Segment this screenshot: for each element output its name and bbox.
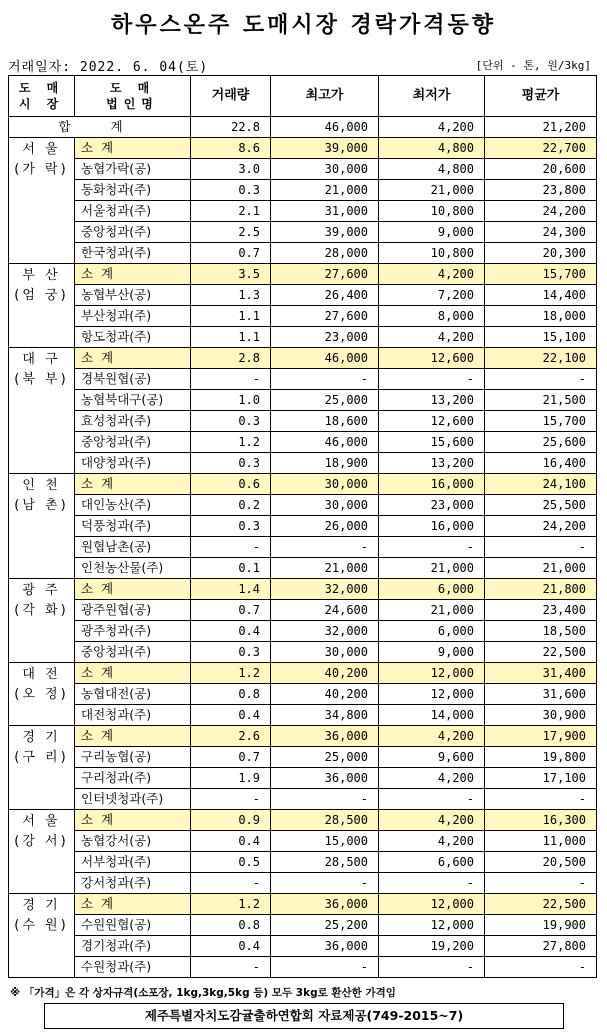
avg-price-cell: 15,700 xyxy=(485,411,597,432)
avg-price-cell: 21,800 xyxy=(485,579,597,600)
table-row xyxy=(9,621,597,642)
min-price-cell: 13,200 xyxy=(379,453,485,474)
corporation-name: 중앙청과(주) xyxy=(75,432,191,453)
page-title: 하우스온주 도매시장 경락가격동향 xyxy=(110,13,497,38)
min-price-cell: 4,800 xyxy=(379,159,485,180)
subtotal-row xyxy=(9,474,597,495)
min-price-cell: - xyxy=(379,789,485,810)
table-row xyxy=(9,747,597,768)
avg-price-cell: 22,100 xyxy=(485,348,597,369)
subtotal-row xyxy=(9,894,597,915)
avg-price-cell: 16,400 xyxy=(485,453,597,474)
total-max: 46,000 xyxy=(271,117,379,138)
min-price-cell: 14,000 xyxy=(379,705,485,726)
market-region: 경 기 (구 리) xyxy=(9,726,75,810)
min-price-cell: 10,800 xyxy=(379,201,485,222)
max-price-cell: 25,000 xyxy=(271,390,379,411)
volume-cell: 0.8 xyxy=(191,684,271,705)
subtotal-row xyxy=(9,810,597,831)
avg-price-cell: 11,000 xyxy=(485,831,597,852)
total-min: 4,200 xyxy=(379,117,485,138)
table-row xyxy=(9,453,597,474)
min-price-cell: 21,000 xyxy=(379,180,485,201)
min-price-cell: 21,000 xyxy=(379,600,485,621)
max-price-cell: 40,200 xyxy=(271,663,379,684)
volume-cell: 1.2 xyxy=(191,663,271,684)
total-label: 합 계 xyxy=(9,117,191,138)
market-region: 부 산 (엄 궁) xyxy=(9,264,75,348)
max-price-cell: 36,000 xyxy=(271,768,379,789)
avg-price-cell: 27,800 xyxy=(485,936,597,957)
volume-cell: 0.8 xyxy=(191,915,271,936)
max-price-cell: 27,600 xyxy=(271,264,379,285)
avg-price-cell: 17,100 xyxy=(485,768,597,789)
max-price-cell: 26,400 xyxy=(271,285,379,306)
table-row xyxy=(9,180,597,201)
volume-cell: 0.7 xyxy=(191,600,271,621)
max-price-cell: - xyxy=(271,369,379,390)
max-price-cell: 39,000 xyxy=(271,138,379,159)
corporation-name: 농협가락(공) xyxy=(75,159,191,180)
avg-price-cell: 22,500 xyxy=(485,642,597,663)
min-price-cell: 23,000 xyxy=(379,495,485,516)
header-avg: 평균가 xyxy=(485,76,597,117)
max-price-cell: 24,600 xyxy=(271,600,379,621)
avg-price-cell: 18,000 xyxy=(485,306,597,327)
volume-cell: 1.9 xyxy=(191,768,271,789)
avg-price-cell: 17,900 xyxy=(485,726,597,747)
max-price-cell: 32,000 xyxy=(271,579,379,600)
volume-cell: 0.7 xyxy=(191,747,271,768)
table-header-row xyxy=(9,76,597,117)
max-price-cell: 46,000 xyxy=(271,348,379,369)
table-row xyxy=(9,369,597,390)
corporation-name: 소 계 xyxy=(75,726,191,747)
market-region: 경 기 (수 원) xyxy=(9,894,75,978)
max-price-cell: 30,000 xyxy=(271,642,379,663)
max-price-cell: 40,200 xyxy=(271,684,379,705)
market-region: 서 울 (가 락) xyxy=(9,138,75,264)
avg-price-cell: 31,400 xyxy=(485,663,597,684)
max-price-cell: 30,000 xyxy=(271,159,379,180)
min-price-cell: 4,200 xyxy=(379,831,485,852)
table-row xyxy=(9,852,597,873)
corporation-name: 광주원협(공) xyxy=(75,600,191,621)
volume-cell: 1.4 xyxy=(191,579,271,600)
avg-price-cell: 24,200 xyxy=(485,201,597,222)
volume-cell: 1.2 xyxy=(191,432,271,453)
avg-price-cell: 25,500 xyxy=(485,495,597,516)
min-price-cell: - xyxy=(379,537,485,558)
max-price-cell: 28,500 xyxy=(271,852,379,873)
avg-price-cell: 23,800 xyxy=(485,180,597,201)
volume-cell: 0.4 xyxy=(191,831,271,852)
min-price-cell: 19,200 xyxy=(379,936,485,957)
market-region: 대 구 (북 부) xyxy=(9,348,75,474)
avg-price-cell: 20,500 xyxy=(485,852,597,873)
table-row xyxy=(9,285,597,306)
min-price-cell: 4,200 xyxy=(379,264,485,285)
avg-price-cell: 25,600 xyxy=(485,432,597,453)
corporation-name: 농협북대구(공) xyxy=(75,390,191,411)
volume-cell: 0.2 xyxy=(191,495,271,516)
min-price-cell: - xyxy=(379,369,485,390)
corporation-name: 농협강서(공) xyxy=(75,831,191,852)
min-price-cell: 16,000 xyxy=(379,516,485,537)
volume-cell: 8.6 xyxy=(191,138,271,159)
corporation-name: 중앙청과(주) xyxy=(75,642,191,663)
max-price-cell: 18,900 xyxy=(271,453,379,474)
avg-price-cell: 22,700 xyxy=(485,138,597,159)
max-price-cell: 36,000 xyxy=(271,726,379,747)
max-price-cell: 39,000 xyxy=(271,222,379,243)
corporation-name: 경북원협(공) xyxy=(75,369,191,390)
corporation-name: 동화청과(주) xyxy=(75,180,191,201)
max-price-cell: 36,000 xyxy=(271,936,379,957)
market-region: 서 울 (강 서) xyxy=(9,810,75,894)
min-price-cell: 12,000 xyxy=(379,684,485,705)
table-row xyxy=(9,957,597,978)
table-row xyxy=(9,516,597,537)
corporation-name: 소 계 xyxy=(75,663,191,684)
max-price-cell: 27,600 xyxy=(271,306,379,327)
max-price-cell: 30,000 xyxy=(271,474,379,495)
volume-cell: - xyxy=(191,369,271,390)
volume-cell: 0.1 xyxy=(191,558,271,579)
volume-cell: 0.9 xyxy=(191,810,271,831)
volume-cell: 0.7 xyxy=(191,243,271,264)
header-max: 최고가 xyxy=(271,76,379,117)
corporation-name: 한국청과(주) xyxy=(75,243,191,264)
avg-price-cell: - xyxy=(485,369,597,390)
volume-cell: 2.5 xyxy=(191,222,271,243)
subtotal-row xyxy=(9,579,597,600)
min-price-cell: 16,000 xyxy=(379,474,485,495)
trade-date: 거래일자: 2022. 6. 04(토) xyxy=(8,60,209,75)
max-price-cell: 23,000 xyxy=(271,327,379,348)
corporation-name: 항도청과(주) xyxy=(75,327,191,348)
volume-cell: 2.1 xyxy=(191,201,271,222)
header-volume: 거래량 xyxy=(191,76,271,117)
min-price-cell: 4,800 xyxy=(379,138,485,159)
avg-price-cell: 21,500 xyxy=(485,390,597,411)
corporation-name: 소 계 xyxy=(75,474,191,495)
corporation-name: 소 계 xyxy=(75,348,191,369)
volume-cell: 2.6 xyxy=(191,726,271,747)
avg-price-cell: 15,700 xyxy=(485,264,597,285)
corporation-name: 효성청과(주) xyxy=(75,411,191,432)
volume-cell: - xyxy=(191,789,271,810)
min-price-cell: 6,600 xyxy=(379,852,485,873)
table-row xyxy=(9,222,597,243)
table-row xyxy=(9,243,597,264)
max-price-cell: - xyxy=(271,957,379,978)
corporation-name: 소 계 xyxy=(75,579,191,600)
volume-cell: 0.4 xyxy=(191,705,271,726)
min-price-cell: 10,800 xyxy=(379,243,485,264)
max-price-cell: 46,000 xyxy=(271,432,379,453)
table-row xyxy=(9,201,597,222)
corporation-name: 광주청과(주) xyxy=(75,621,191,642)
header-min: 최저가 xyxy=(379,76,485,117)
volume-cell: - xyxy=(191,537,271,558)
corporation-name: 수원원협(공) xyxy=(75,915,191,936)
avg-price-cell: 15,100 xyxy=(485,327,597,348)
volume-cell: 3.0 xyxy=(191,159,271,180)
volume-cell: 0.3 xyxy=(191,516,271,537)
corporation-name: 구리청과(주) xyxy=(75,768,191,789)
corporation-name: 대전청과(주) xyxy=(75,705,191,726)
avg-price-cell: 31,600 xyxy=(485,684,597,705)
market-region: 광 주 (각 화) xyxy=(9,579,75,663)
max-price-cell: - xyxy=(271,537,379,558)
corporation-name: 소 계 xyxy=(75,894,191,915)
volume-cell: 0.3 xyxy=(191,642,271,663)
table-row xyxy=(9,789,597,810)
avg-price-cell: 22,500 xyxy=(485,894,597,915)
min-price-cell: 6,000 xyxy=(379,621,485,642)
avg-price-cell: 18,500 xyxy=(485,621,597,642)
table-row xyxy=(9,159,597,180)
max-price-cell: 21,000 xyxy=(271,180,379,201)
corporation-name: 중앙청과(주) xyxy=(75,222,191,243)
max-price-cell: 21,000 xyxy=(271,558,379,579)
volume-cell: 1.3 xyxy=(191,285,271,306)
min-price-cell: 4,200 xyxy=(379,327,485,348)
unit-label: [단위 - 톤, 원/3kg] xyxy=(475,59,591,72)
min-price-cell: 13,200 xyxy=(379,390,485,411)
min-price-cell: 8,000 xyxy=(379,306,485,327)
volume-cell: 1.1 xyxy=(191,306,271,327)
min-price-cell: 12,000 xyxy=(379,894,485,915)
min-price-cell: 12,000 xyxy=(379,915,485,936)
avg-price-cell: 14,400 xyxy=(485,285,597,306)
corporation-name: 소 계 xyxy=(75,264,191,285)
corporation-name: 수원청과(주) xyxy=(75,957,191,978)
corporation-name: 강서청과(주) xyxy=(75,873,191,894)
volume-cell: 0.6 xyxy=(191,474,271,495)
min-price-cell: - xyxy=(379,873,485,894)
total-row xyxy=(9,117,597,138)
subtotal-row xyxy=(9,348,597,369)
table-row xyxy=(9,390,597,411)
subtotal-row xyxy=(9,264,597,285)
table-row xyxy=(9,558,597,579)
table-row xyxy=(9,705,597,726)
table-row xyxy=(9,306,597,327)
corporation-name: 서부청과(주) xyxy=(75,852,191,873)
max-price-cell: - xyxy=(271,789,379,810)
price-table xyxy=(8,75,597,978)
corporation-name: 인터넷청과(주) xyxy=(75,789,191,810)
max-price-cell: 31,000 xyxy=(271,201,379,222)
max-price-cell: 36,000 xyxy=(271,894,379,915)
volume-cell: 0.4 xyxy=(191,936,271,957)
max-price-cell: 26,000 xyxy=(271,516,379,537)
volume-cell: 0.3 xyxy=(191,180,271,201)
table-row xyxy=(9,411,597,432)
market-region: 대 전 (오 정) xyxy=(9,663,75,726)
corporation-name: 농협대전(공) xyxy=(75,684,191,705)
avg-price-cell: 19,800 xyxy=(485,747,597,768)
avg-price-cell: 30,900 xyxy=(485,705,597,726)
corporation-name: 농협부산(공) xyxy=(75,285,191,306)
table-row xyxy=(9,684,597,705)
avg-price-cell: 20,300 xyxy=(485,243,597,264)
volume-cell: - xyxy=(191,957,271,978)
avg-price-cell: 24,300 xyxy=(485,222,597,243)
market-region: 인 천 (남 촌) xyxy=(9,474,75,579)
max-price-cell: 28,000 xyxy=(271,243,379,264)
corporation-name: 서울청과(주) xyxy=(75,201,191,222)
header-market: 도 매 시 장 xyxy=(9,76,75,117)
min-price-cell: 7,200 xyxy=(379,285,485,306)
total-avg: 21,200 xyxy=(485,117,597,138)
min-price-cell: 21,000 xyxy=(379,558,485,579)
corporation-name: 구리농협(공) xyxy=(75,747,191,768)
avg-price-cell: 21,000 xyxy=(485,558,597,579)
avg-price-cell: - xyxy=(485,873,597,894)
max-price-cell: 32,000 xyxy=(271,621,379,642)
total-volume: 22.8 xyxy=(191,117,271,138)
corporation-name: 경기청과(주) xyxy=(75,936,191,957)
corporation-name: 덕풍청과(주) xyxy=(75,516,191,537)
max-price-cell: - xyxy=(271,873,379,894)
avg-price-cell: 19,900 xyxy=(485,915,597,936)
min-price-cell: 6,000 xyxy=(379,579,485,600)
max-price-cell: 30,000 xyxy=(271,495,379,516)
table-row xyxy=(9,936,597,957)
table-row xyxy=(9,768,597,789)
table-row xyxy=(9,915,597,936)
volume-cell: 1.1 xyxy=(191,327,271,348)
volume-cell: - xyxy=(191,873,271,894)
table-row xyxy=(9,327,597,348)
avg-price-cell: 24,200 xyxy=(485,516,597,537)
max-price-cell: 28,500 xyxy=(271,810,379,831)
avg-price-cell: 24,100 xyxy=(485,474,597,495)
subtotal-row xyxy=(9,663,597,684)
volume-cell: 1.0 xyxy=(191,390,271,411)
table-row xyxy=(9,600,597,621)
header-corporation: 도 매 법인명 xyxy=(75,76,191,117)
min-price-cell: 12,600 xyxy=(379,348,485,369)
min-price-cell: 9,000 xyxy=(379,642,485,663)
table-row xyxy=(9,537,597,558)
avg-price-cell: 23,400 xyxy=(485,600,597,621)
table-row xyxy=(9,432,597,453)
max-price-cell: 25,000 xyxy=(271,747,379,768)
min-price-cell: 12,000 xyxy=(379,663,485,684)
volume-cell: 3.5 xyxy=(191,264,271,285)
avg-price-cell: 16,300 xyxy=(485,810,597,831)
avg-price-cell: 20,600 xyxy=(485,159,597,180)
volume-cell: 0.5 xyxy=(191,852,271,873)
table-row xyxy=(9,642,597,663)
avg-price-cell: - xyxy=(485,957,597,978)
data-source: 제주특별자치도감귤출하연합회 자료제공(749-2015~7) xyxy=(44,1003,564,1029)
corporation-name: 대인농산(주) xyxy=(75,495,191,516)
min-price-cell: 4,200 xyxy=(379,726,485,747)
corporation-name: 대양청과(주) xyxy=(75,453,191,474)
min-price-cell: 12,600 xyxy=(379,411,485,432)
subtotal-row xyxy=(9,726,597,747)
min-price-cell: 9,000 xyxy=(379,222,485,243)
volume-cell: 1.2 xyxy=(191,894,271,915)
min-price-cell: 15,600 xyxy=(379,432,485,453)
max-price-cell: 34,800 xyxy=(271,705,379,726)
corporation-name: 소 계 xyxy=(75,138,191,159)
max-price-cell: 18,600 xyxy=(271,411,379,432)
volume-cell: 0.3 xyxy=(191,453,271,474)
min-price-cell: 4,200 xyxy=(379,768,485,789)
avg-price-cell: - xyxy=(485,789,597,810)
max-price-cell: 25,200 xyxy=(271,915,379,936)
table-row xyxy=(9,831,597,852)
min-price-cell: 9,600 xyxy=(379,747,485,768)
max-price-cell: 15,000 xyxy=(271,831,379,852)
corporation-name: 인천농산물(주) xyxy=(75,558,191,579)
volume-cell: 0.3 xyxy=(191,411,271,432)
subtotal-row xyxy=(9,138,597,159)
price-note: ※ 「가격」은 각 상자규격(소포장, 1kg,3kg,5kg 등) 모두 3kg로 환산한 가격임 xyxy=(10,987,396,999)
corporation-name: 부산청과(주) xyxy=(75,306,191,327)
volume-cell: 2.8 xyxy=(191,348,271,369)
table-row xyxy=(9,873,597,894)
min-price-cell: - xyxy=(379,957,485,978)
table-row xyxy=(9,495,597,516)
volume-cell: 0.4 xyxy=(191,621,271,642)
min-price-cell: 4,200 xyxy=(379,810,485,831)
corporation-name: 소 계 xyxy=(75,810,191,831)
avg-price-cell: - xyxy=(485,537,597,558)
corporation-name: 원협남촌(공) xyxy=(75,537,191,558)
